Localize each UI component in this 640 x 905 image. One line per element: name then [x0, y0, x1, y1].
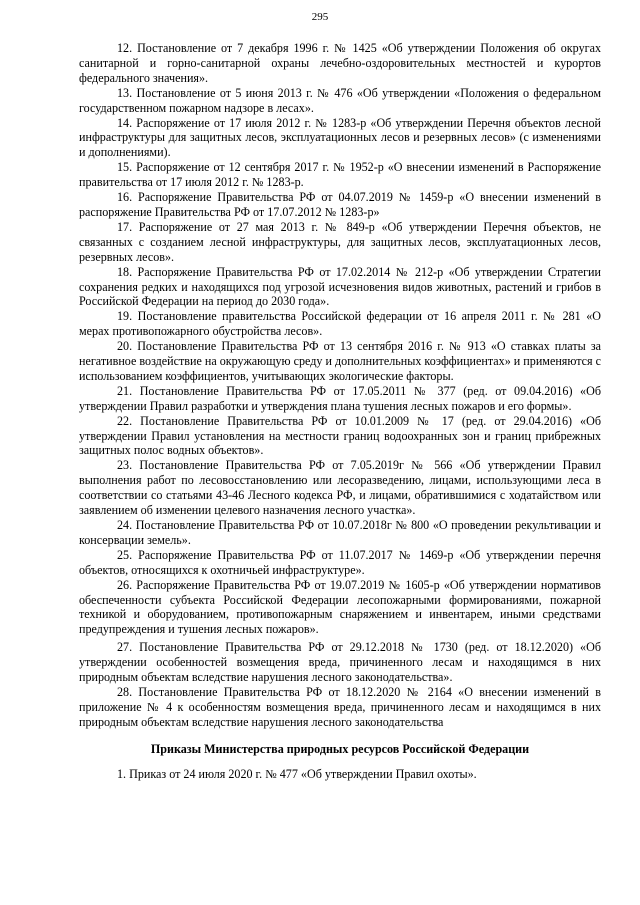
list-item-25: 25. Распоряжение Правительства РФ от 11.07.2017 № 1469-р «Об утверждении перечня объектов, относящихся к охотничьей инфраструктуре». [79, 547, 601, 577]
list-item-19: 19. Постановление правительства Российской федерации от 16 апреля 2011 г. № 281 «О мерах противопожарного обустройства лесов». [79, 309, 601, 339]
list-item-28: 28. Постановление Правительства РФ от 18.12.2020 № 2164 «О внесении изменений в приложение № 4 к особенностям возмещения вреда, причиненного лесам и находящимся в них природным объектам вследствие нарушения лесного законодательства [79, 684, 601, 729]
list-item-23: 23. Постановление Правительства РФ от 7.05.2019г № 566 «Об утверждении Правил выполнения работ по лесовосстановлению или лесоразведению, лицами, использующими леса в соответствии со статьями 43-46 Лесного кодекса РФ, и лицами, обратившимися с ходатайством или заявлением об изменении целевого назначения лесного участка». [79, 458, 601, 518]
section-list-item-1: 1. Приказ от 24 июля 2020 г. № 477 «Об утверждении Правил охоты». [117, 766, 477, 781]
list-item-22: 22. Постановление Правительства РФ от 10.01.2009 № 17 (ред. от 29.04.2016) «Об утверждении Правил установления на местности границ водоохранных зон и границ прибрежных защитных полос водных объектов». [79, 413, 601, 458]
list-item-27: 27. Постановление Правительства РФ от 29.12.2018 № 1730 (ред. от 18.12.2020) «Об утверждении особенностей возмещения вреда, причиненного лесам и находящимся в них природным объектам вследствие нарушения лесного законодательства». [79, 640, 601, 685]
list-item-24: 24. Постановление Правительства РФ от 10.07.2018г № 800 «О проведении рекультивации и консервации земель». [79, 518, 601, 547]
page-number: 295 [311, 11, 329, 23]
list-item-18: 18. Распоряжение Правительства РФ от 17.02.2014 № 212-р «Об утверждении Стратегии сохранения редких и находящихся под угрозой исчезновения видов животных, растений и грибов в Российской Федерации на период до 2030 года». [79, 264, 601, 309]
list-item-16: 16. Распоряжение Правительства РФ от 04.07.2019 № 1459-р «О внесении изменений в распоряжение Правительства РФ от 17.07.2012 № 1283-р» [79, 190, 601, 219]
list-item-13: 13. Постановление от 5 июня 2013 г. № 476 «Об утверждении «Положения о федеральном государственном пожарном надзоре в лесах». [79, 85, 601, 115]
list-item-15: 15. Распоряжение от 12 сентября 2017 г. № 1952-р «О внесении изменений в Распоряжение правительства от 17 июля 2012 г. № 1283-р. [79, 160, 601, 190]
list-item-14: 14. Распоряжение от 17 июля 2012 г. № 1283-р «Об утверждении Перечня объектов лесной инфраструктуры для защитных лесов, эксплуатационных лесов и резервных лесов» (с изменениями и дополнениями). [79, 115, 601, 160]
list-item-21: 21. Постановление Правительства РФ от 17.05.2011 № 377 (ред. от 09.04.2016) «Об утверждении Правил разработки и утверждения плана тушения лесных пожаров и его формы». [79, 383, 601, 413]
section-heading: Приказы Министерства природных ресурсов Российской Федерации [150, 741, 530, 756]
list-item-17: 17. Распоряжение от 27 мая 2013 г. № 849-р «Об утверждении Перечня объектов, не связанных с созданием лесной инфраструктуры, для защитных лесов, эксплуатационных лесов, резервных лесов». [79, 219, 601, 264]
list-item-12: 12. Постановление от 7 декабря 1996 г. № 1425 «Об утверждении Положения об округах санитарной и горно-санитарной охраны лечебно-оздоровительных местностей и курортов федерального значения». [79, 41, 601, 85]
document-body [79, 41, 601, 782]
list-item-20: 20. Постановление Правительства РФ от 13 сентября 2016 г. № 913 «О ставках платы за негативное воздействие на окружающую среду и дополнительных коэффициентах» и применяются с использованием коэффициентов, учитывающих экологические факторы. [79, 339, 601, 383]
list-item-26: 26. Распоряжение Правительства РФ от 19.07.2019 № 1605-р «Об утверждении нормативов обеспеченности субъекта Российской Федерации лесопожарными формированиями, пожарной техникой и оборудованием, противопожарным снаряжением и инвентарем, иными средствами предупреждения и тушения лесных пожаров». [79, 577, 601, 637]
